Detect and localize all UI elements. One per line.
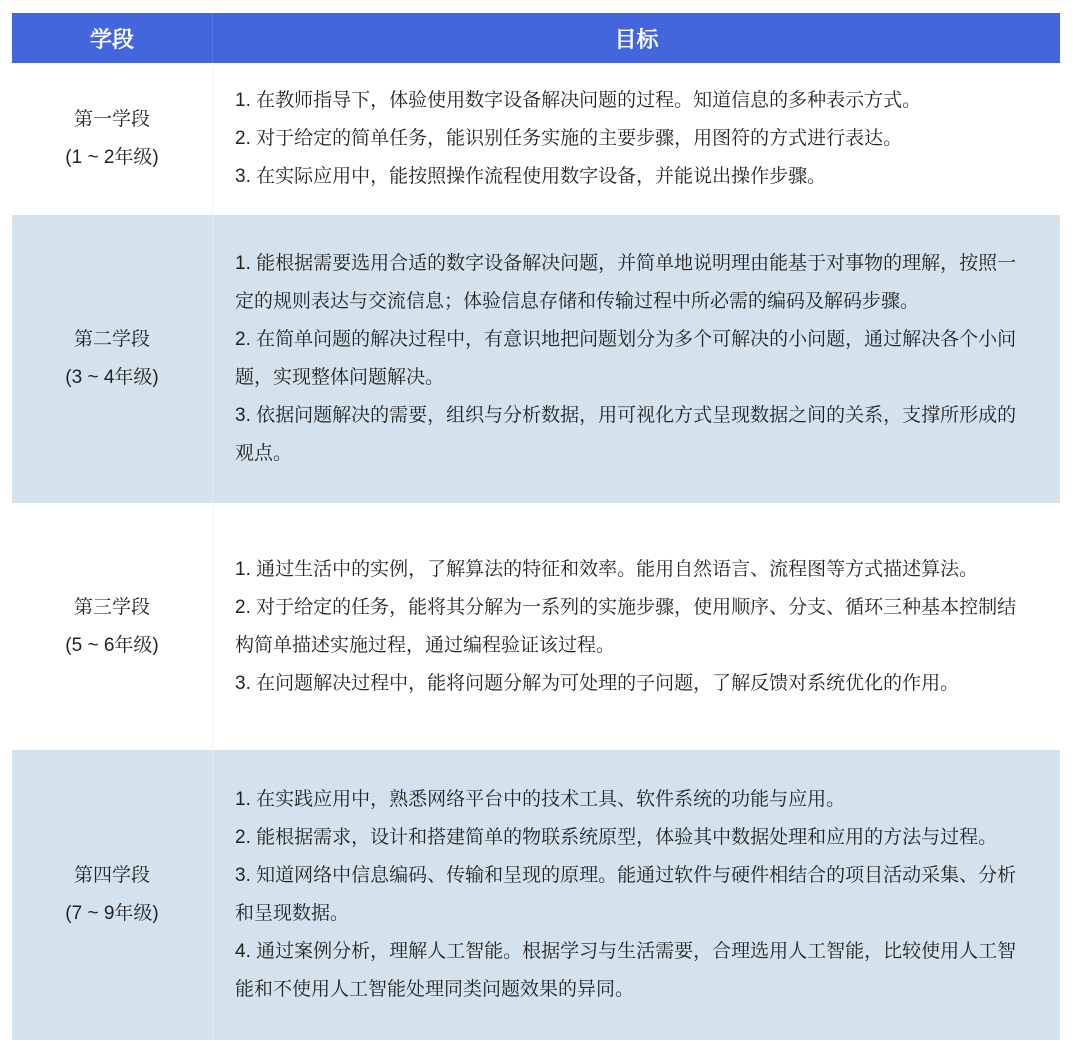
goal-item: 3. 依据问题解决的需要，组织与分析数据，用可视化方式呈现数据之间的关系，支撑所形成的观点。: [235, 405, 1017, 464]
goal-item: 2. 对于给定的任务，能将其分解为一系列的实施步骤，使用顺序、分支、循环三种基本控制结构简单描述实施过程，通过编程验证该过程。: [235, 596, 1017, 656]
goals-cell: [213, 750, 1061, 1040]
stage-cell: [12, 503, 213, 750]
stage-grades: (1 ~ 2年级): [65, 147, 159, 168]
stage-grades: (3 ~ 4年级): [65, 367, 159, 388]
curriculum-goals-table: [12, 13, 1060, 1040]
table-header-row: [12, 13, 1060, 63]
goal-item: 1. 在实践应用中，熟悉网络平台中的技术工具、软件系统的功能与应用。: [235, 789, 846, 810]
goal-item: 3. 知道网络中信息编码、传输和呈现的原理。能通过软件与硬件相结合的项目活动采集、分析和呈现数据。: [235, 865, 1017, 924]
goal-item: 2. 在简单问题的解决过程中，有意识地把问题划分为多个可解决的小问题，通过解决各个小问题，实现整体问题解决。: [235, 329, 1017, 388]
stage-name: 第三学段: [73, 596, 150, 618]
header-goals: 目标: [213, 13, 1061, 63]
goal-item: 3. 在问题解决过程中，能将问题分解为可处理的子问题，了解反馈对系统优化的作用。: [235, 672, 960, 694]
stage-name: 第二学段: [73, 329, 150, 350]
table-row: [12, 750, 1060, 1040]
stage-grades: (7 ~ 9年级): [65, 903, 159, 924]
stage-cell: [12, 215, 213, 503]
stage-name: 第四学段: [73, 865, 150, 886]
stage-name: 第一学段: [73, 109, 150, 130]
stage-cell: [12, 63, 213, 215]
stage-grades: (5 ~ 6年级): [65, 634, 159, 656]
goal-item: 1. 通过生活中的实例，了解算法的特征和效率。能用自然语言、流程图等方式描述算法。: [235, 558, 979, 580]
table-row: [12, 503, 1060, 750]
goals-cell: [213, 215, 1061, 503]
goal-item: 1. 能根据需要选用合适的数字设备解决问题，并简单地说明理由能基于对事物的理解，按照一定的规则表达与交流信息；体验信息存储和传输过程中所必需的编码及解码步骤。: [235, 253, 1017, 312]
goal-item: 1. 在教师指导下，体验使用数字设备解决问题的过程。知道信息的多种表示方式。: [235, 90, 922, 111]
header-stage: 学段: [12, 13, 213, 63]
goal-item: 4. 通过案例分析，理解人工智能。根据学习与生活需要，合理选用人工智能，比较使用人工智能和不使用人工智能处理同类问题效果的异同。: [235, 941, 1017, 1000]
goal-item: 2. 对于给定的简单任务，能识别任务实施的主要步骤，用图符的方式进行表达。: [235, 128, 903, 149]
goal-item: 2. 能根据需求，设计和搭建简单的物联系统原型，体验其中数据处理和应用的方法与过程。: [235, 827, 998, 848]
table-row: [12, 63, 1060, 215]
stage-cell: [12, 750, 213, 1040]
goal-item: 3. 在实际应用中，能按照操作流程使用数字设备，并能说出操作步骤。: [235, 166, 827, 187]
table-row: [12, 215, 1060, 503]
goals-cell: [213, 503, 1061, 750]
goals-cell: [213, 63, 1061, 215]
